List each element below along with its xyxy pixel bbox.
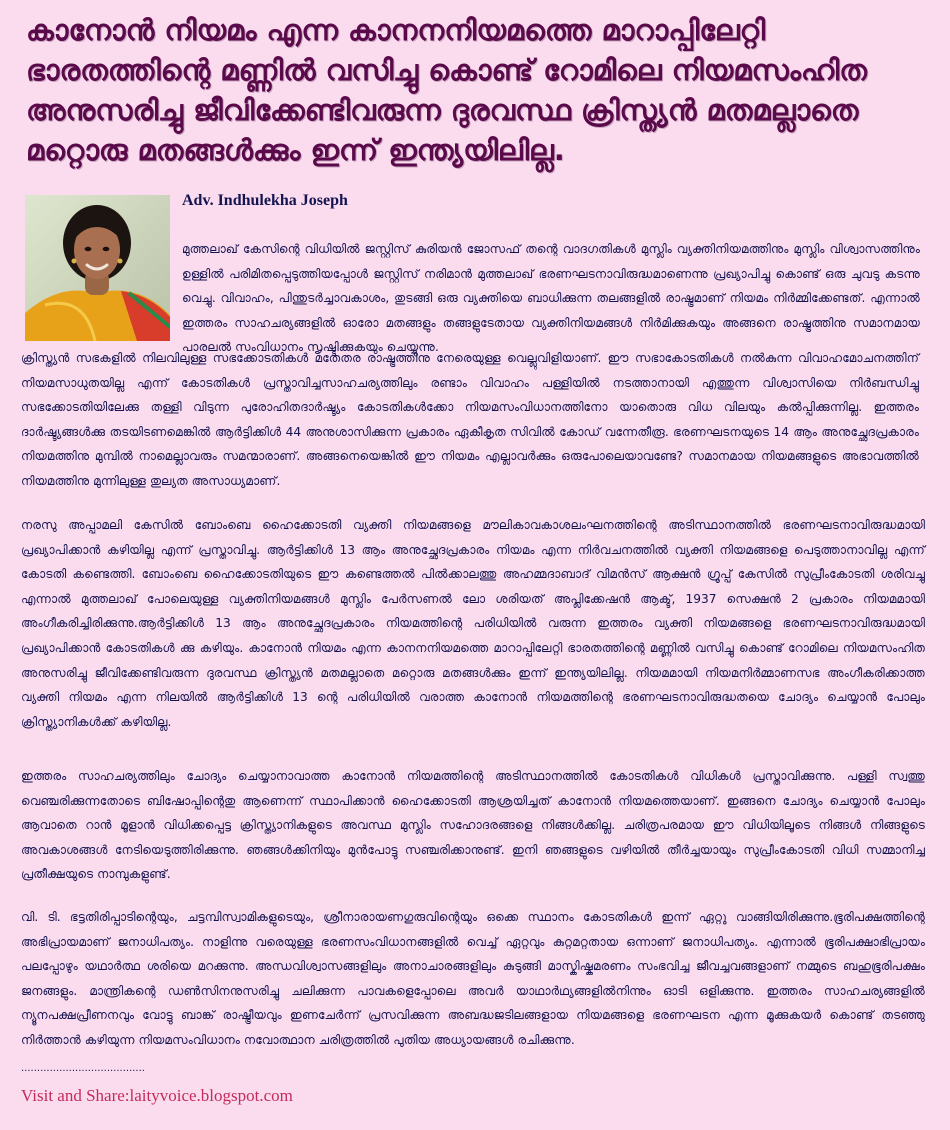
author-portrait-image — [25, 195, 170, 341]
author-photo — [25, 195, 170, 341]
separator-dots: ....................................... — [21, 1063, 145, 1074]
author-name: Adv. Indhulekha Joseph — [182, 192, 348, 209]
article-headline: കാനോൻ നിയമം എന്ന കാനനനിയമത്തെ മാറാപ്പിലേറ്റി ഭാരതത്തിന്റെ മണ്ണിൽ വസിച്ചു കൊണ്ട് റോമിലെ നിയമസംഹിത അനുസരിച്ചു ജീവിക്കേണ്ടിവരുന്ന ദുരവസ്ഥ ക്രിസ്ത്യൻ മതമല്ലാതെ മറ്റൊരു മതങ്ങൾക്കും ഇന്ന് ഇന്ത്യയിലില്ല. — [26, 13, 867, 167]
paragraph-1-intro: മുത്തലാഖ് കേസിന്റെ വിധിയിൽ ജസ്റ്റിസ് കുരിയൻ ജോസഫ് തന്റെ വാദഗതികൾ മുസ്ലിം വ്യക്തിനിയമത്തിനും മുസ്ലിം വിശ്വാസത്തിനും ഉള്ളിൽ പരിമിതപ്പെടുത്തിയപ്പോൾ ജസ്റ്റിസ് നരിമാൻ മുത്തലാഖ് ഭരണഘടനാവിരുദ്ധമാണെന്നു പ്രഖ്യാപിച്ചു കൊണ്ട് ഒരു ചുവടു കടന്നു വെച്ചു. വിവാഹം, പിന്തുടർച്ചാവകാശം, തുടങ്ങി ഒരു വ്യക്തിയെ ബാധിക്കുന്ന തലങ്ങളിൽ രാഷ്ട്രമാണ് നിയമം നിർമ്മിക്കേണ്ടത്. എന്നാൽ ഇത്തരം സാഹചര്യങ്ങളിൽ ഓരോ മതങ്ങളും തങ്ങളുടേതായ വ്യക്തിനിയമങ്ങൾ നിർമിക്കുകയും അങ്ങനെ രാഷ്ട്രത്തിനു സമാനമായ പാരലൽ സംവിധാനം സൃഷ്ടിക്കുകയും ചെയ്യുന്നു. — [182, 242, 920, 355]
paragraph-1-continued: ക്രിസ്ത്യൻ സഭകളിൽ നിലവിലുള്ള സഭക്കോടതികൾ മതേതര രാഷ്ട്രത്തിനു നേരെയുള്ള വെല്ലുവിളിയാണ്. ഈ സഭാകോടതികൾ നൽകുന്ന വിവാഹമോചനത്തിന് നിയമസാധുതയില്ല എന്ന് കോടതികൾ പ്രസ്താവിച്ചസാഹചര്യത്തിലും രണ്ടാം വിവാഹം പള്ളിയിൽ നടത്താനായി എത്തുന്ന വിശ്വാസിയെ നിർബന്ധിച്ചു സഭക്കോടതിയിലേക്കു തള്ളി വിടുന്ന പുരോഹിതദാർഷ്ട്യം കോടതികൾക്കോ നിയമസംവിധാനത്തിനോ യാതൊരു വിധ വിലയും കൽപ്പിക്കുന്നില്ല. ഇത്തരം ദാർഷ്ട്യങ്ങൾക്കു തടയിടണമെങ്കിൽ ആർട്ടിക്കിൾ 44 അനുശാസിക്കുന്ന പ്രകാരം ഏകീകൃത സിവിൽ കോഡ് വന്നേതീരൂ. ഭരണഘടനയുടെ 14 ആം അനുച്ഛേദപ്രകാരം നിയമത്തിനു മുമ്പിൽ നാമെല്ലാവരും സമന്മാരാണ്. അങ്ങനെയെങ്കിൽ ഈ നിയമം എല്ലാവർക്കും ഒരുപോലെയാവണ്ടേ? സമാനമായ നിയമങ്ങളുടെ അഭാവത്തിൽ നിയമത്തിനു മുന്നിലുള്ള തുല്യത അസാധ്യമാണ്. — [21, 351, 919, 488]
paragraph-4: വി. ടി. ഭട്ടതിരിപ്പാടിന്റെയും, ചട്ടമ്പിസ്വാമികളുടെയും, ശ്രീനാരായണഗുരുവിന്റെയും ഒക്കെ സ്ഥാനം കോടതികൾ ഇന്ന് ഏറ്റു വാങ്ങിയിരിക്കുന്നു.ഭൂരിപക്ഷത്തിന്റെ അഭിപ്രായമാണ് ജനാധിപത്യം. നാളിന്നു വരെയുള്ള ഭരണസംവിധാനങ്ങളിൽ വെച്ച് ഏറ്റവും കുറ്റമറ്റതായ ഒന്നാണ് ജനാധിപത്യം. എന്നാൽ ഭൂരിപക്ഷാഭിപ്രായം പലപ്പോഴും യഥാർത്ഥ ശരിയെ മറക്കുന്നു. അന്ധവിശ്വാസങ്ങളിലും അനാചാരങ്ങളിലും കുടുങ്ങി മാസ്കിഷ്കമരണം സംഭവിച്ച ജീവച്ചവങ്ങളാണ് നമ്മുടെ ബഹുഭൂരിപക്ഷം ജനങ്ങളും. മാന്ത്രികന്റെ ഡൺസിനനുസരിച്ചു ചലിക്കുന്ന പാവകളെപ്പോലെ അവർ യാഥാർഥ്യങ്ങളിൽനിന്നും ഓടി ഒളിക്കുന്നു. ഇത്തരം സാഹചര്യങ്ങളിൽ ന്യൂനപക്ഷപ്രീണനവും വോട്ടു ബാങ്ക് രാഷ്ട്രീയവും ഇണചേർന്ന് പ്രസവിക്കുന്ന അബദ്ധജടിലങ്ങളായ നിയമങ്ങളെ ഭരണഘടന എന്ന മൂക്കുകയർ കൊണ്ട് തടഞ്ഞു നിർത്താൻ കഴിയുന്ന നിയമസംവിധാനം നവോത്ഥാന ചരിത്രത്തിൽ പുതിയ അധ്യായങ്ങൾ രചിക്കുന്നു. — [21, 910, 925, 1047]
paragraph-2: നരസു അപ്പാമലി കേസിൽ ബോംബെ ഹൈക്കോടതി വ്യക്തി നിയമങ്ങളെ മൗലികാവകാശലംഘനത്തിന്റെ അടിസ്ഥാനത്തിൽ ഭരണഘടനാവിരുദ്ധമായി പ്രഖ്യാപിക്കാൻ കഴിയില്ല എന്ന് പ്രസ്താവിച്ചു. ആർട്ടിക്കിൾ 13 ആം അനുച്ഛേദപ്രകാരം നിയമം എന്ന നിർവചനത്തിൽ വ്യക്തി നിയമങ്ങളെ പെടുത്താനാവില്ല എന്ന് കോടതി കണ്ടെത്തി. ബോംബെ ഹൈക്കോടതിയുടെ ഈ കണ്ടെത്തൽ പിൽക്കാലത്തു അഹമ്മദാബാദ് വിമൻസ് ആക്ഷൻ ഗ്രൂപ്പ് കേസിൽ സുപ്രീംകോടതി ശരിവച്ചു എന്നാൽ മുത്തലാഖ് പോലെയുള്ള വ്യക്തിനിയമങ്ങൾ മുസ്ലിം പേർസണൽ ലോ ശരിയത് അപ്ലിക്കേഷൻ ആക്ട്, 1937 സെക്ഷൻ 2 പ്രകാരം നിയമമായി അംഗീകരിച്ചിരിക്കുന്നു.ആർട്ടിക്കിൾ 13 ആം അനുച്ഛേദപ്രകാരം നിയമത്തിന്റെ പരിധിയിൽ വരുന്ന ഇത്തരം വ്യക്തി നിയമങ്ങളെ ഭരണഘടനാവിരുദ്ധമായി പ്രഖ്യാപിക്കാൻ കോടതികൾ ക്കു കഴിയും. കാനോൻ നിയമം എന്ന കാനനനിയമത്തെ മാറാപ്പിലേറ്റി ഭാരതത്തിന്റെ മണ്ണിൽ വസിച്ചു കൊണ്ട് റോമിലെ നിയമസംഹിത അനുസരിച്ചു ജീവിക്കേണ്ടിവരുന്ന ദുരവസ്ഥ ക്രിസ്ത്യൻ മതമല്ലാതെ മറ്റൊരു മതങ്ങൾക്കും ഇന്ന് ഇന്ത്യയിലില്ല. നിയമമായി നിയമനിർമ്മാണസഭ അംഗീകരിക്കാത്ത വ്യക്തി നിയമം എന്ന നിലയിൽ ആർട്ടിക്കിൾ 13 ന്റെ പരിധിയിൽ വരാത്ത കാനോൻ നിയമത്തിന്റെ ഭരണഘടനാവിരുദ്ധതയെ ചോദ്യം ചെയ്യാൻ പോലും ക്രിസ്ത്യാനികൾക്ക് കഴിയില്ല. — [21, 518, 925, 729]
footer-share-link[interactable]: Visit and Share:laityvoice.blogspot.com — [21, 1086, 293, 1105]
paragraph-3: ഇത്തരം സാഹചര്യത്തിലും ചോദ്യം ചെയ്യാനാവാത്ത കാനോൻ നിയമത്തിന്റെ അടിസ്ഥാനത്തിൽ കോടതികൾ വിധികൾ പ്രസ്താവിക്കുന്നു. പള്ളി സ്വത്തു വെഞ്ചരിക്കുന്നതോടെ ബിഷോപ്പിന്റെതു ആണെന്ന് സ്ഥാപിക്കാൻ ഹൈക്കോടതി ആശ്രയിച്ചത് കാനോൻ നിയമത്തെയാണ്. ഇങ്ങനെ ചോദ്യം ചെയ്യാൻ പോലും ആവാതെ റാൻ മൂളാൻ വിധിക്കപ്പെട്ട ക്രിസ്ത്യാനികളുടെ അവസ്ഥ മുസ്ലിം സഹോദരങ്ങളെ നിങ്ങൾക്കില്ല. ചരിത്രപരമായ ഈ വിധിയിലൂടെ നിങ്ങൾ നിങ്ങളുടെ അവകാശങ്ങൾ നേടിയെടുത്തിരിക്കുന്നു. ഞങ്ങൾക്കിനിയും മുൻപോട്ടു സഞ്ചരിക്കാനുണ്ട്. ഇനി ഞങ്ങളുടെ വഴിയിൽ തീർച്ചയായും സുപ്രീംകോടതി വിധി സമ്മാനിച്ച പ്രതീക്ഷയുടെ നാമ്പുകളുണ്ട്. — [21, 769, 925, 882]
